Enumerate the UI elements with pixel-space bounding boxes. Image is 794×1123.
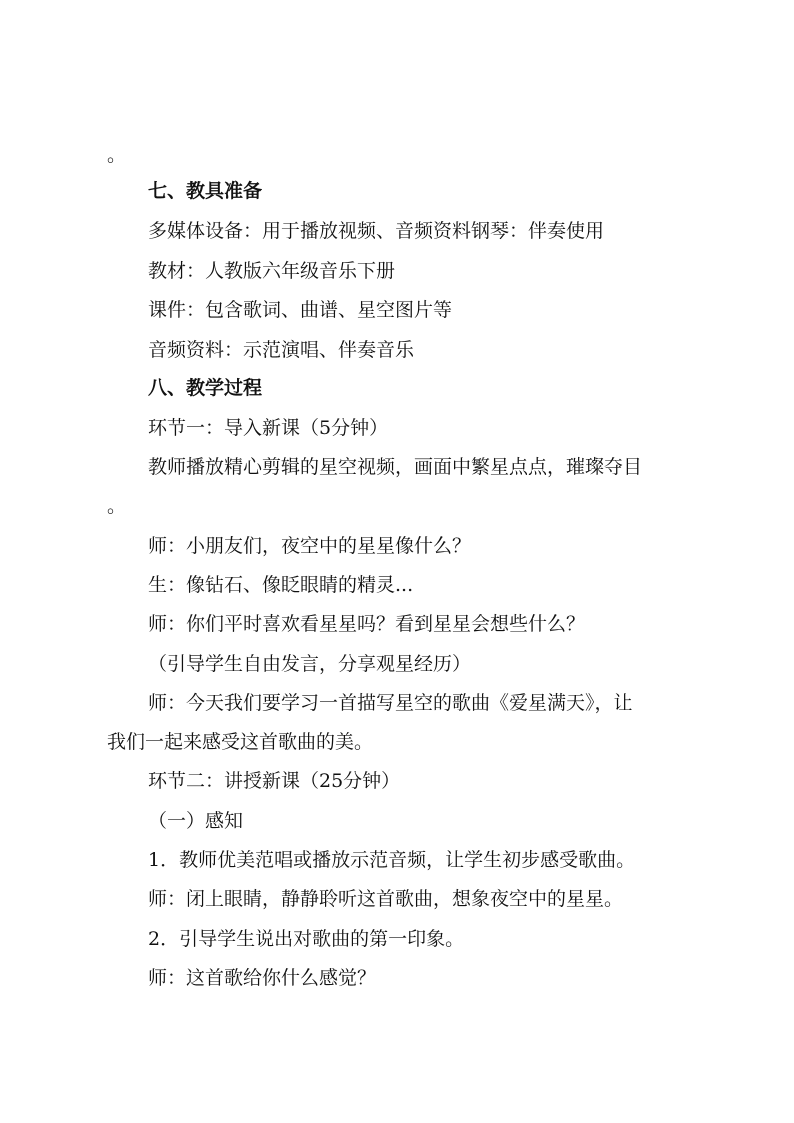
text-line: 多媒体设备：用于播放视频、音频资料钢琴：伴奏使用: [148, 220, 605, 242]
text-line: 师：闭上眼睛，静静聆听这首歌曲，想象夜空中的星星。: [148, 888, 624, 910]
text-line: 师：这首歌给你什么感觉？: [148, 967, 377, 989]
text-line: （引导学生自由发言，分享观星经历）: [148, 653, 472, 675]
text-line: 师：今天我们要学习一首描写星空的歌曲《爱星满天》，让: [148, 692, 633, 714]
text-line: 教师播放精心剪辑的星空视频，画面中繁星点点，璀璨夺目: [148, 456, 643, 478]
text-line: 生：像钻石、像眨眼睛的精灵...: [148, 574, 414, 596]
text-line: 师：你们平时喜欢看星星吗？看到星星会想些什么？: [148, 613, 586, 635]
section-heading: 八、教学过程: [148, 377, 263, 399]
text-line: 1．教师优美范唱或播放示范音频，让学生初步感受歌曲。: [148, 849, 636, 871]
text-line: 环节一：导入新课（5分钟）: [148, 417, 389, 439]
text-line: 环节二：讲授新课（25分钟）: [148, 770, 401, 792]
text-line: 课件：包含歌词、曲谱、星空图片等: [148, 299, 453, 321]
text-line: 。: [107, 495, 127, 517]
text-line: 我们一起来感受这首歌曲的美。: [107, 731, 374, 753]
text-line: 。: [107, 144, 127, 166]
text-line: 教材：人教版六年级音乐下册: [148, 260, 396, 282]
text-line: 音频资料：示范演唱、伴奏音乐: [148, 339, 415, 361]
text-line: （一）感知: [148, 810, 244, 832]
text-line: 师：小朋友们，夜空中的星星像什么？: [148, 535, 472, 557]
section-heading: 七、教具准备: [148, 180, 263, 202]
text-line: 2．引导学生说出对歌曲的第一印象。: [148, 928, 465, 950]
